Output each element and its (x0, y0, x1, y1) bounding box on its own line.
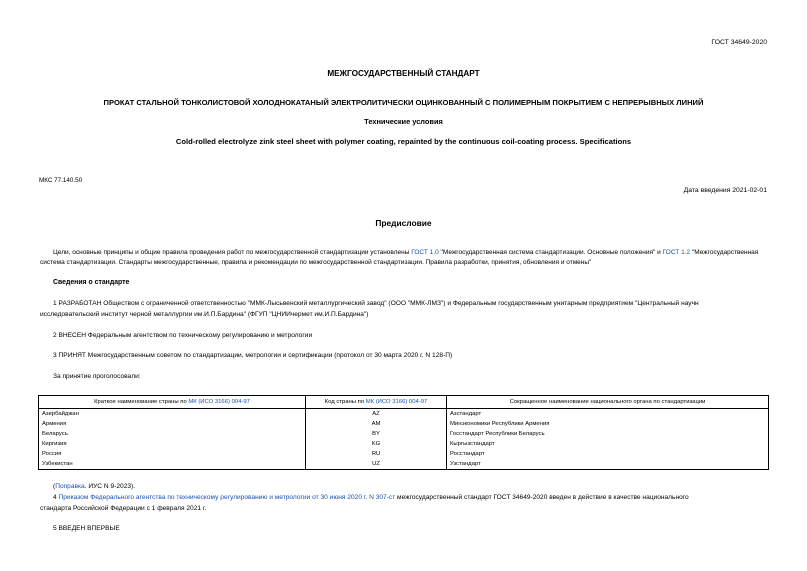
document-code: ГОСТ 34649-2020 (711, 39, 767, 46)
code-cell: RU (306, 449, 447, 459)
standard-info-heading: Сведения о стандарте (53, 279, 130, 286)
table-row (39, 409, 769, 420)
mks-code: МКС 77.140.50 (39, 177, 83, 184)
item-1-line-2: исследовательский институт черной металлургии им.И.П.Бардина" (ФГУП "ЦНИИчермет им.И.П.Бардина") (40, 311, 369, 318)
table-row (39, 419, 769, 429)
column-header-body: Сокращенное наименование национального органа по стандартизации (447, 396, 769, 409)
item-4-line-2: стандарта Российской Федерации с 1 февраля 2021 г. (40, 505, 207, 512)
country-cell: Армения (39, 419, 306, 429)
table-row (39, 459, 769, 470)
body-cell: Минэкономики Республики Армения (447, 419, 769, 429)
intro-paragraph (40, 248, 770, 268)
code-cell: AM (306, 419, 447, 429)
code-cell: UZ (306, 459, 447, 470)
column-header-country: Краткое наименование страны по МК (ИСО 3166) 004-97 (39, 396, 306, 409)
document-title-english: Cold-rolled electrolyze zink steel sheet with polymer coating, repainted by the continuous coil-coating process. Specifications (175, 137, 632, 146)
item-4-line-1: 4 Приказом Федерального агентства по техническому регулированию и метрологии от 30 июня 2020 г. N 307-ст межгосударственный стандарт ГОСТ 34649-2020 введен в действие в качестве национального (53, 494, 689, 501)
column-header-code: Код страны по МК (ИСО 3166) 004-97 (306, 396, 447, 409)
mk-iso-3166-link[interactable]: МК (ИСО 3166) 004-97 (365, 399, 428, 405)
code-cell: BY (306, 429, 447, 439)
country-cell: Киргизия (39, 439, 306, 449)
preface-heading: Предисловие (375, 218, 432, 228)
intro-text: Цели, основные принципы и общие правила проведения работ по межгосударственной стандартизации установлены (53, 249, 412, 256)
body-cell: Азстандарт (447, 409, 769, 420)
order-link[interactable]: Приказом Федерального агентства по техническому регулированию и метрологии от 30 июня 2020 г. N 307-ст (58, 494, 396, 501)
document-title: ПРОКАТ СТАЛЬНОЙ ТОНКОЛИСТОВОЙ ХОЛОДНОКАТАНЫЙ ЭЛЕКТРОЛИТИЧЕСКИ ОЦИНКОВАННЫЙ С ПОЛИМЕРНЫМ ПОКРЫТИЕМ С НЕПРЕРЫВНЫХ ЛИНИЙ (103, 98, 704, 107)
document-subtitle: Технические условия (364, 117, 443, 126)
table-header-row (39, 396, 769, 409)
body-cell: Госстандарт Республики Беларусь (447, 429, 769, 439)
gost-1-0-link[interactable]: ГОСТ 1.0 (411, 249, 439, 256)
gost-1-2-link[interactable]: ГОСТ 1.2 (662, 249, 691, 256)
item-1-line-1: 1 РАЗРАБОТАН Обществом с ограниченной ответственностью "ММК-Лысьвенский металлургический завод" (ООО "ММК-ЛМЗ") и Федеральным государственным унитарным предприятием "Центральный научн (53, 300, 699, 307)
body-cell: Кыргызстандарт (447, 439, 769, 449)
standard-type-heading: МЕЖГОСУДАРСТВЕННЫЙ СТАНДАРТ (327, 69, 480, 78)
body-cell: Узстандарт (447, 459, 769, 470)
item-3: 3 ПРИНЯТ Межгосударственным советом по стандартизации, метрологии и сертификации (протокол от 30 марта 2020 г. N 128-П) (53, 352, 453, 359)
country-cell: Россия (39, 449, 306, 459)
country-cell: Беларусь (39, 429, 306, 439)
voted-label: За принятие проголосовали: (53, 373, 141, 380)
table-row (39, 429, 769, 439)
voting-countries-table (38, 395, 769, 470)
code-cell: KG (306, 439, 447, 449)
item-2: 2 ВНЕСЕН Федеральным агентством по техническому регулированию и метрологии (53, 332, 313, 339)
introduction-date: Дата введения 2021-02-01 (683, 187, 767, 194)
intro-text: "Межгосударственная система стандартизации. Стандарты межгосударственные, правила и рекомендации по межгосударственной стандартизации. Правила разработки, принятия, обновления и отмены" (40, 249, 759, 266)
country-cell: Азербайджан (39, 409, 306, 420)
item-5: 5 ВВЕДЕН ВПЕРВЫЕ (53, 525, 120, 532)
table-row (39, 439, 769, 449)
amendment-note: (Поправка. ИУС N 9-2023). (53, 483, 136, 490)
table-row (39, 449, 769, 459)
code-cell: AZ (306, 409, 447, 420)
amendment-link[interactable]: Поправка (55, 483, 85, 490)
body-cell: Росстандарт (447, 449, 769, 459)
mk-iso-3166-link[interactable]: МК (ИСО 3166) 004-97 (188, 399, 250, 405)
intro-text: "Межгосударственная система стандартизации. Основные положения" и (438, 249, 663, 256)
country-cell: Узбекистан (39, 459, 306, 470)
